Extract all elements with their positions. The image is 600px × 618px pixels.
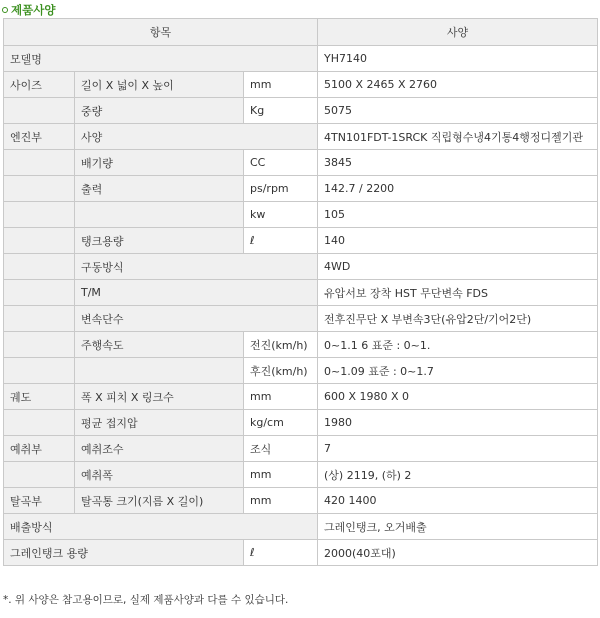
row-category [4,332,75,358]
table-row [4,410,598,436]
table-row [4,280,598,306]
row-value: 4TN101FDT-1SRCK 직립형수냉4기통4행정디젤기관 [318,124,598,150]
table-row [4,98,598,124]
row-label: 주행속도 [75,332,244,358]
section-title [2,3,55,17]
table-row [4,384,598,410]
row-value: 105 [318,202,598,228]
row-unit: ps/rpm [244,176,318,202]
row-category [4,150,75,176]
row-value: 3845 [318,150,598,176]
circle-bullet-icon [2,7,8,13]
row-unit: mm [244,488,318,514]
row-label: 배기량 [75,150,244,176]
spec-table [3,18,598,566]
row-label [75,202,244,228]
row-label: 사양 [75,124,318,150]
table-row [4,436,598,462]
table-row [4,202,598,228]
row-label: 길이 X 넓이 X 높이 [75,72,244,98]
row-unit: mm [244,384,318,410]
footnote: *. 위 사양은 참고용이므로, 실제 제품사양과 다를 수 있습니다. [3,594,289,606]
row-label: 예취조수 [75,436,244,462]
row-label: 예취폭 [75,462,244,488]
row-category: 예취부 [4,436,75,462]
row-unit: mm [244,72,318,98]
row-unit: ℓ [244,540,318,566]
row-value: 600 X 1980 X 0 [318,384,598,410]
row-unit: mm [244,462,318,488]
table-row [4,358,598,384]
row-category [4,410,75,436]
table-row [4,488,598,514]
row-label: T/M [75,280,318,306]
table-row [4,228,598,254]
row-value: 2000(40포대) [318,540,598,566]
row-category [4,358,75,384]
row-value: 전후진무단 X 부변속3단(유압2단/기어2단) [318,306,598,332]
row-unit: 전진(km/h) [244,332,318,358]
row-label: 모델명 [4,46,318,72]
row-category [4,306,75,332]
table-header-row [4,19,598,46]
row-label [75,358,244,384]
header-spec: 사양 [318,19,598,46]
row-value: (상) 2119, (하) 2 [318,462,598,488]
row-label: 중량 [75,98,244,124]
row-value: 140 [318,228,598,254]
row-label: 변속단수 [75,306,318,332]
table-row [4,332,598,358]
row-value: 142.7 / 2200 [318,176,598,202]
row-value: 1980 [318,410,598,436]
row-value: 5100 X 2465 X 2760 [318,72,598,98]
row-value: 420 1400 [318,488,598,514]
table-row [4,540,598,566]
row-unit: 후진(km/h) [244,358,318,384]
row-category [4,462,75,488]
row-category [4,254,75,280]
table-row [4,72,598,98]
row-label: 배출방식 [4,514,318,540]
row-unit: CC [244,150,318,176]
table-row [4,462,598,488]
row-label: 탈곡통 크기(지름 X 길이) [75,488,244,514]
table-row [4,514,598,540]
section-title-text: 제품사양 [11,3,56,17]
row-category: 궤도 [4,384,75,410]
row-category: 엔진부 [4,124,75,150]
row-category: 사이즈 [4,72,75,98]
row-value: 그레인탱크, 오거배출 [318,514,598,540]
row-value: 0~1.1 6 표준 : 0~1. [318,332,598,358]
row-unit: ℓ [244,228,318,254]
row-value: 5075 [318,98,598,124]
table-row [4,124,598,150]
table-row [4,46,598,72]
row-category [4,176,75,202]
row-unit: 조식 [244,436,318,462]
row-category: 탈곡부 [4,488,75,514]
row-category [4,280,75,306]
table-row [4,254,598,280]
row-label: 구동방식 [75,254,318,280]
row-label: 그레인탱크 용량 [4,540,244,566]
row-value: YH7140 [318,46,598,72]
table-row [4,176,598,202]
row-value: 4WD [318,254,598,280]
row-unit: kg/cm [244,410,318,436]
row-label: 출력 [75,176,244,202]
row-value: 0~1.09 표준 : 0~1.7 [318,358,598,384]
row-category [4,202,75,228]
table-row [4,306,598,332]
row-value: 유압서보 장착 HST 무단변속 FDS [318,280,598,306]
row-label: 탱크용량 [75,228,244,254]
row-unit: Kg [244,98,318,124]
row-label: 평균 접지압 [75,410,244,436]
row-category [4,98,75,124]
row-unit: kw [244,202,318,228]
row-value: 7 [318,436,598,462]
header-item: 항목 [4,19,318,46]
table-row [4,150,598,176]
row-category [4,228,75,254]
row-label: 폭 X 피치 X 링크수 [75,384,244,410]
